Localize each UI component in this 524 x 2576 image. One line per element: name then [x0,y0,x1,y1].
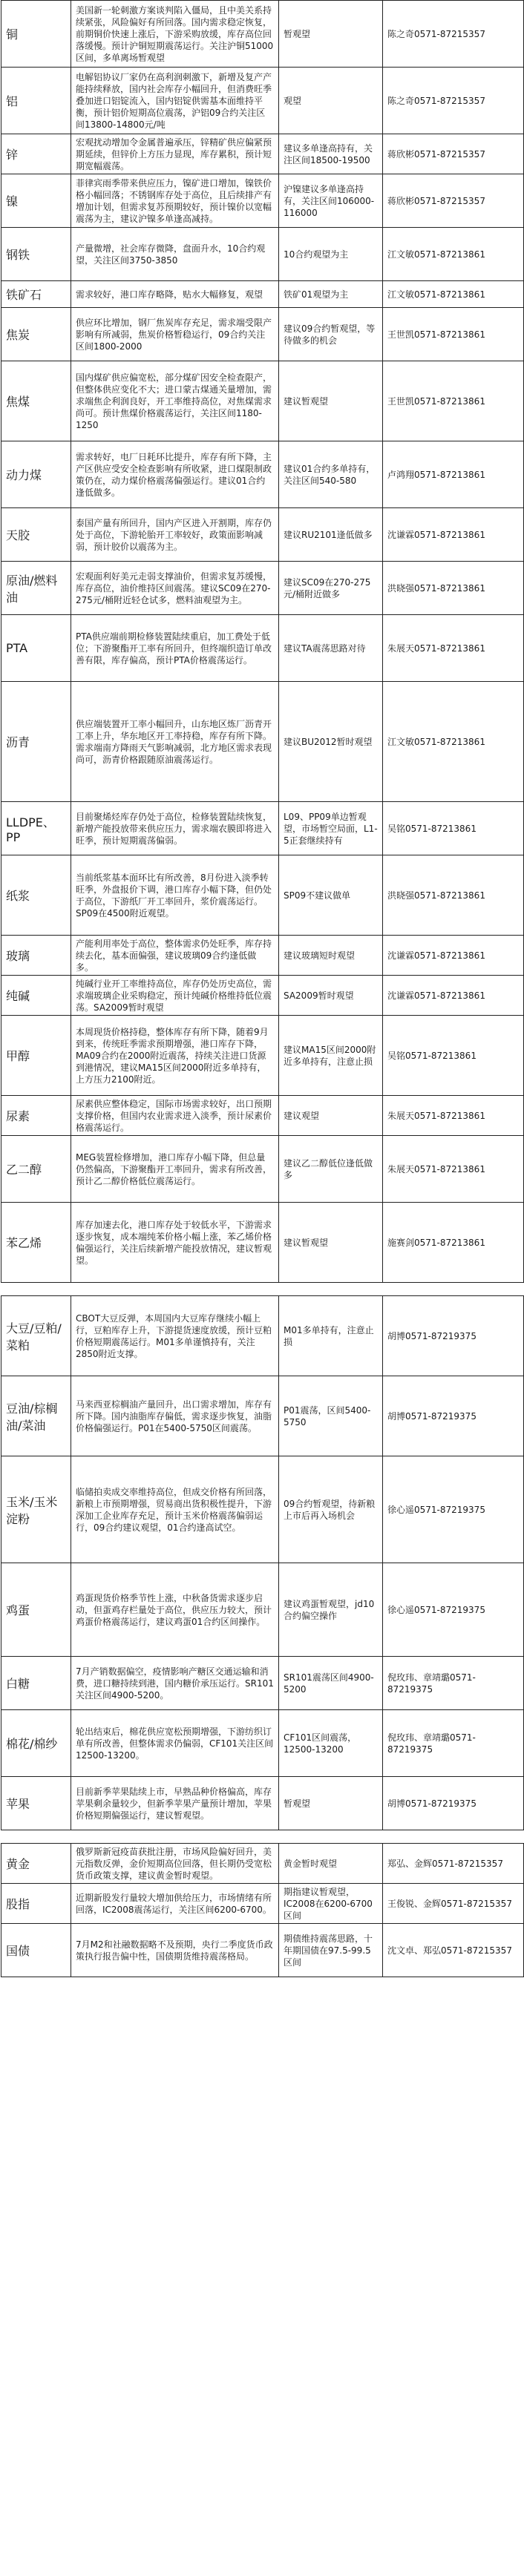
commodity-name: 锌 [1,134,71,174]
market-analysis: 需求转好，电厂日耗环比提升，库存有所下降，主产区供应受安全检查影响有所收紧，进口煤限制政策仍在，动力煤价格震荡偏强运行。建议01合约逢低做多。 [71,441,279,508]
trading-strategy: 建议SC09在270-275元/桶附近做多 [279,562,383,615]
commodity-name: 玻璃 [1,936,71,976]
commodity-row [1,1016,524,1096]
commodity-name: 国债 [1,1924,71,1977]
commodity-row [1,134,524,174]
analyst-contact: 施赛剑0571-87213861 [383,1203,524,1283]
analyst-contact: 江文敏0571-87213861 [383,281,524,308]
analyst-contact: 倪玫玮、章靖璐0571-87219375 [383,1710,524,1777]
commodity-name: 玉米/玉米淀粉 [1,1456,71,1563]
commodity-name: 铁矿石 [1,281,71,308]
analyst-contact: 蒋欣彬0571-87215357 [383,174,524,228]
analyst-contact: 胡博0571-87219375 [383,1777,524,1830]
market-analysis: 当前纸浆基本面环比有所改善，8月份进入淡季转旺季，外盘报价下调，港口库存小幅下降，但仍处于高位，下游纸厂开工率回升，浆价震荡运行。SP09在4500附近观望。 [71,855,279,936]
commodity-row [1,802,524,855]
commodity-name: 天胶 [1,508,71,562]
market-analysis: 轮出结束后，棉花供应宽松预期增强，下游纺织订单有所改善，但整体需求仍偏弱，CF101关注区间12500-13200。 [71,1710,279,1777]
commodity-row [1,1203,524,1283]
analyst-contact: 江文敏0571-87213861 [383,682,524,802]
market-analysis: 临储拍卖成交率维持高位，但成交价格有所回落，新粮上市预期增强，贸易商出货积极性提升，下游深加工企业库存充足，预计玉米价格震荡偏弱运行，09合约建议观望，01合约逢高试空。 [71,1456,279,1563]
commodity-row [1,1,524,68]
commodity-row [1,1296,524,1376]
market-analysis: 产能利用率处于高位，整体需求仍处旺季，库存持续去化，基本面偏强，建议玻璃09合约逢低做多。 [71,936,279,976]
commodity-name: 甲醇 [1,1016,71,1096]
section-separator [1,1283,524,1296]
commodity-row [1,1096,524,1136]
commodity-name: 苹果 [1,1777,71,1830]
trading-strategy: 建议MA15区间2000附近多单持有，注意止损 [279,1016,383,1096]
separator-cell [1,1283,524,1296]
trading-strategy: 建议暂观望 [279,361,383,441]
trading-strategy: 建议01合约多单持有，关注区间540-580 [279,441,383,508]
commodity-name: 苯乙烯 [1,1203,71,1283]
separator-cell [1,1830,524,1844]
commodity-row [1,281,524,308]
analyst-contact: 王世凯0571-87213861 [383,361,524,441]
commodity-name: 白糖 [1,1657,71,1710]
commodity-row [1,228,524,281]
trading-strategy: 黄金暂时观望 [279,1844,383,1884]
market-analysis: 俄罗斯新冠疫苗获批注册，市场风险偏好回升，美元指数反弹，金价短期高位回落，但长期仍受宽松货币政策支撑，建议黄金暂时观望。 [71,1844,279,1884]
commodity-row [1,1376,524,1456]
market-analysis: 马来西亚棕榈油产量回升，出口需求增加，库存有所下降。国内油脂库存偏低，需求逐步恢复，油脂价格偏强运行。P01在5400-5750区间震荡。 [71,1376,279,1456]
market-analysis: 需求较好，港口库存略降，贴水大幅修复，观望 [71,281,279,308]
market-analysis: CBOT大豆反弹，本周国内大豆库存继续小幅上行，豆粕库存上升，下游提货速度放缓，预计豆粕价格短期震荡运行。M01多单谨慎持有，关注2850附近支撑。 [71,1296,279,1376]
commodity-row [1,1924,524,1977]
commodity-name: 黄金 [1,1844,71,1884]
trading-strategy: SA2009暂时观望 [279,976,383,1016]
trading-strategy: 期指建议暂观望，IC2008在6200-6700区间 [279,1884,383,1924]
trading-strategy: 建议鸡蛋暂观望，jd10合约偏空操作 [279,1563,383,1657]
commodity-name: 棉花/棉纱 [1,1710,71,1777]
commodity-name: 沥青 [1,682,71,802]
commodity-name: 钢铁 [1,228,71,281]
trading-strategy: 观望 [279,68,383,134]
market-analysis: 近期新股发行量较大增加供给压力，市场情绪有所回落，IC2008震荡运行，关注区间6200-6700。 [71,1884,279,1924]
analyst-contact: 洪晓强0571-87213861 [383,855,524,936]
commodity-name: 大豆/豆粕/菜粕 [1,1296,71,1376]
commodity-row [1,1456,524,1563]
commodity-name: 原油/燃料油 [1,562,71,615]
commodity-name: 股指 [1,1884,71,1924]
commodity-name: PTA [1,615,71,682]
trading-strategy: P01震荡，区间5400-5750 [279,1376,383,1456]
commodity-row [1,68,524,134]
trading-strategy: 铁矿01观望为主 [279,281,383,308]
commodity-name: 纸浆 [1,855,71,936]
commodity-row [1,1777,524,1830]
market-analysis: 电解铝协议厂家仍在高利润刺激下，新增及复产产能持续释放，国内社会库存小幅回升，但消费旺季叠加进口铝锭流入，国内铝锭供需基本面维持平衡，预计铝价短期高位震荡，沪铝09合约关注区间13800-14800元/吨 [71,68,279,134]
commodity-row [1,562,524,615]
market-analysis: 目前聚烯烃库存仍处于高位，检修装置陆续恢复，新增产能投放带来供应压力，需求端农膜即将进入旺季，预计短期震荡偏弱。 [71,802,279,855]
analyst-contact: 朱展天0571-87213861 [383,1096,524,1136]
trading-strategy: 09合约暂观望，待新粮上市后再入场机会 [279,1456,383,1563]
analyst-contact: 洪晓强0571-87213861 [383,562,524,615]
market-analysis: MEG装置检修增加，港口库存小幅下降，但总量仍然偏高，下游聚酯开工率回升，需求有所改善，预计乙二醇价格低位震荡运行。 [71,1136,279,1203]
analyst-contact: 吴铭0571-87213861 [383,802,524,855]
analyst-contact: 朱展天0571-87213861 [383,1136,524,1203]
commodity-name: 尿素 [1,1096,71,1136]
commodity-name: 镍 [1,174,71,228]
analyst-contact: 陈之奇0571-87215357 [383,68,524,134]
commodity-name: 铝 [1,68,71,134]
market-analysis: 7月M2和社融数据略不及预期，央行二季度货币政策执行报告偏中性，国债期货维持震荡格局。 [71,1924,279,1977]
trading-strategy: 建议乙二醇低位逢低做多 [279,1136,383,1203]
market-analysis: 菲律宾雨季带来供应压力，镍矿进口增加，镍铁价格小幅回落；不锈钢库存处于高位，且后续排产有增加计划，但需求复苏预期较好，预计镍价以宽幅震荡为主，建议沪镍多单逢高减持。 [71,174,279,228]
market-analysis: 宏观扰动增加令金属普遍承压，锌精矿供应偏紧预期延续，但锌价上方压力显现，库存累积，预计短期宽幅震荡。 [71,134,279,174]
commodity-name: 动力煤 [1,441,71,508]
commodity-row [1,308,524,361]
analyst-contact: 沈文卓、郑弘0571-87215357 [383,1924,524,1977]
trading-strategy: M01多单持有，注意止损 [279,1296,383,1376]
analyst-contact: 王俊锐、金辉0571-87215357 [383,1884,524,1924]
analyst-contact: 沈谦霖0571-87213861 [383,936,524,976]
market-analysis: PTA供应端前期检修装置陆续重启，加工费处于低位；下游聚酯开工率有所回升，但终端织造订单改善有限，库存偏高，预计PTA价格震荡运行。 [71,615,279,682]
trading-strategy: 建议BU2012暂时观望 [279,682,383,802]
commodity-name: 焦煤 [1,361,71,441]
commodity-row [1,361,524,441]
trading-strategy: 建议暂观望 [279,1203,383,1283]
commodity-row [1,508,524,562]
commodity-row [1,1710,524,1777]
commodity-name: 纯碱 [1,976,71,1016]
commodity-name: 鸡蛋 [1,1563,71,1657]
trading-strategy: L09、PP09单边暂观望，市场暂空局面，L1-5正套继续持有 [279,802,383,855]
analyst-contact: 沈谦霖0571-87213861 [383,976,524,1016]
commodity-row [1,1844,524,1884]
analyst-contact: 陈之奇0571-87215357 [383,1,524,68]
market-analysis: 美国新一轮刺激方案谈判陷入僵局，且中美关系持续紧张，风险偏好有所回落。国内需求稳定恢复，前期铜价快速上涨后，下游采购放缓，库存高位回落缓慢。预计沪铜短期震荡运行。关注沪铜51000区间，多单离场暂观望 [71,1,279,68]
analyst-contact: 郑弘、金辉0571-87215357 [383,1844,524,1884]
analyst-contact: 胡博0571-87219375 [383,1376,524,1456]
market-analysis: 宏观面利好美元走弱支撑油价，但需求复苏缓慢，库存高位，油价维持区间震荡。建议SC09在270-275元/桶附近轻仓试多，燃料油观望为主。 [71,562,279,615]
trading-strategy: SP09不建议做单 [279,855,383,936]
market-analysis: 库存加速去化，港口库存处于较低水平，下游需求逐步恢复，成本端纯苯价格小幅上涨，苯乙烯价格偏强运行，关注后续新增产能投放情况，建议暂观望。 [71,1203,279,1283]
market-analysis: 国内煤矿供应偏宽松，部分煤矿因安全检查限产，但整体供应变化不大；进口蒙古煤通关量增加，需求端焦企利润良好，开工率维持高位，对焦煤需求尚可。预计焦煤价格震荡运行，关注区间1180-1250 [71,361,279,441]
analyst-contact: 徐心遥0571-87219375 [383,1563,524,1657]
analyst-contact: 王世凯0571-87213861 [383,308,524,361]
commodity-row [1,936,524,976]
futures-strategy-table [1,0,524,1977]
commodity-row [1,1657,524,1710]
commodity-row [1,682,524,802]
trading-strategy: 暂观望 [279,1777,383,1830]
market-analysis: 泰国产量有所回升，国内产区进入开割期，库存仍处于高位，下游轮胎开工率较好，政策面影响减弱，预计胶价以震荡为主。 [71,508,279,562]
commodity-row [1,855,524,936]
trading-strategy: 沪镍建议多单逢高持有，关注区间106000-116000 [279,174,383,228]
analyst-contact: 沈谦霖0571-87213861 [383,508,524,562]
trading-strategy: 建议玻璃短时观望 [279,936,383,976]
trading-strategy: 建议多单逢高持有，关注区间18500-19500 [279,134,383,174]
trading-strategy: 建议09合约暂观望，等待做多的机会 [279,308,383,361]
trading-strategy: 建议TA震荡思路对待 [279,615,383,682]
analyst-contact: 吴铭0571-87213861 [383,1016,524,1096]
commodity-row [1,441,524,508]
commodity-row [1,1563,524,1657]
market-analysis: 鸡蛋现货价格季节性上涨，中秋备货需求逐步启动，但蛋鸡存栏量处于高位，供应压力较大，预计鸡蛋价格震荡运行，建议鸡蛋01合约区间操作。 [71,1563,279,1657]
commodity-name: 铜 [1,1,71,68]
analyst-contact: 胡博0571-87219375 [383,1296,524,1376]
commodity-name: 焦炭 [1,308,71,361]
commodity-row [1,1136,524,1203]
commodity-name: LLDPE、PP [1,802,71,855]
market-analysis: 产量微增，社会库存微降，盘面升水，10合约观望，关注区间3750-3850 [71,228,279,281]
trading-strategy: SR101震荡区间4900-5200 [279,1657,383,1710]
analyst-contact: 卢鸿翔0571-87213861 [383,441,524,508]
analyst-contact: 朱展天0571-87213861 [383,615,524,682]
commodity-name: 乙二醇 [1,1136,71,1203]
section-separator [1,1830,524,1844]
analyst-contact: 蒋欣彬0571-87215357 [383,134,524,174]
market-analysis: 供应端装置开工率小幅回升，山东地区炼厂沥青开工率上升，华东地区开工率持稳，库存有所下降。需求端南方降雨天气影响减弱，北方地区需求表现尚可，沥青价格跟随原油震荡运行。 [71,682,279,802]
market-analysis: 纯碱行业开工率维持高位，库存仍处历史高位，需求端玻璃企业采购稳定，预计纯碱价格维持低位震荡。SA2009暂时观望 [71,976,279,1016]
commodity-row [1,615,524,682]
market-analysis: 供应环比增加，钢厂焦炭库存充足，需求端受限产影响有所减弱，焦炭价格暂稳运行，09合约关注区间1800-2000 [71,308,279,361]
trading-strategy: 暂观望 [279,1,383,68]
analyst-contact: 倪玫玮、章靖璐0571-87219375 [383,1657,524,1710]
commodity-row [1,174,524,228]
commodity-name: 豆油/棕榈油/菜油 [1,1376,71,1456]
market-analysis: 目前新季苹果陆续上市，早熟品种价格偏高，库存苹果剩余量较少，但新季苹果产量预计增加，苹果价格短期偏强运行，建议暂观望。 [71,1777,279,1830]
trading-strategy: CF101区间震荡，12500-13200 [279,1710,383,1777]
market-analysis: 尿素供应整体稳定，国际市场需求较好，出口预期支撑价格，但国内农业需求进入淡季，预计尿素价格震荡运行。 [71,1096,279,1136]
trading-strategy: 期债维持震荡思路，十年期国债在97.5-99.5区间 [279,1924,383,1977]
commodity-row [1,1884,524,1924]
market-analysis: 7月产销数据偏空，疫情影响产糖区交通运输和消费，进口糖持续到港，国内糖价承压运行。SR101关注区间4900-5200。 [71,1657,279,1710]
commodity-row [1,976,524,1016]
market-analysis: 本周现货价格持稳，整体库存有所下降，随着9月到来，传统旺季需求预期增强，港口库存下降，MA09合约在2000附近震荡，持续关注进口货源到港情况，建议MA15区间2000附近多单持有，上方压力2100附近。 [71,1016,279,1096]
analyst-contact: 徐心遥0571-87219375 [383,1456,524,1563]
trading-strategy: 建议观望 [279,1096,383,1136]
trading-strategy: 建议RU2101逢低做多 [279,508,383,562]
trading-strategy: 10合约观望为主 [279,228,383,281]
analyst-contact: 江文敏0571-87213861 [383,228,524,281]
